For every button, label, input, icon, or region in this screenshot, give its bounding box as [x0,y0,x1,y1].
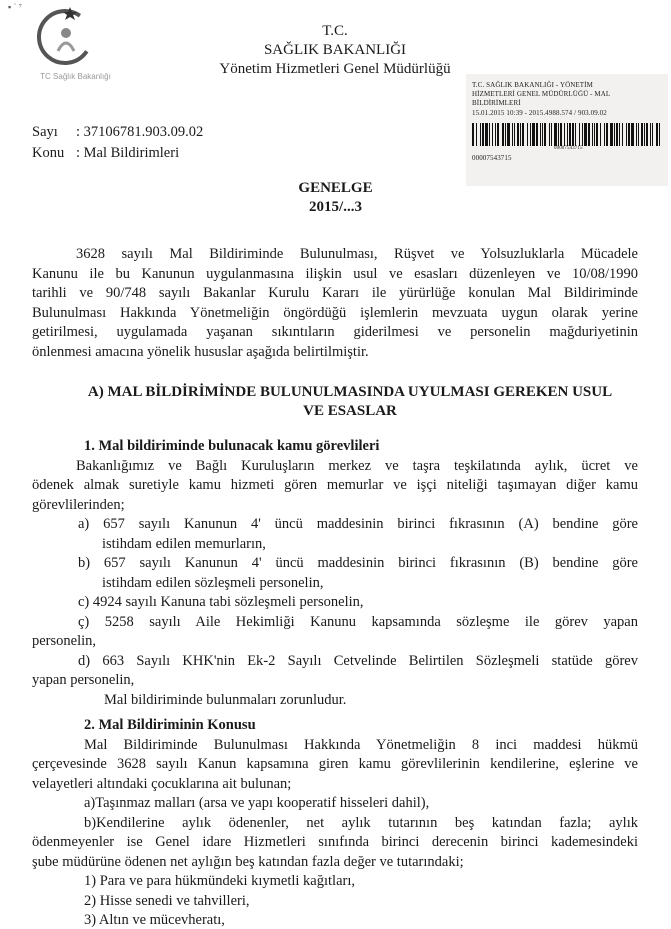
barcode-bar [638,123,639,146]
barcode-bar [619,123,620,146]
registration-stamp [466,74,668,186]
barcode-bar [476,123,477,146]
barcode-bar [502,123,504,146]
s2-item-b-cont: ödenmeyenler ise Genel idare Hizmetleri sınıfında birinci derecenin birinci kademesindeki [32,834,638,850]
barcode-bar [567,123,568,146]
s2-line: çerçevesinde 3628 sayılı Kanun kapsamına giren kamu görevlilerinin kendilerine, eşlerine ve [32,756,638,772]
s2-item-b: b)Kendilerine aylık ödenenler, net aylık tutarının beş katından fazla; aylık [84,814,638,831]
barcode-bar [631,123,634,146]
list-item-d: d) 663 Sayılı KHK'nin Ek-2 Sayılı Cetvelinde Belirtilen Sözleşmeli statüde görev [78,652,638,669]
barcode-bar [542,123,543,146]
barcode-bar [584,123,587,146]
section-a-heading-cont: VE ESASLAR [303,403,397,419]
s2-sub-item-1: 1) Para ve para hükmündeki kıymetli kağıtları, [84,873,355,889]
barcode [472,123,664,146]
barcode-bar [522,123,524,146]
barcode-bar [507,123,510,146]
s2-item-a: a)Taşınmaz malları (arsa ve yapı kooperatif hisseleri dahil), [84,795,430,811]
barcode-bar [514,123,515,146]
barcode-bar [656,123,658,146]
list-item-c: c) 4924 sayılı Kanuna tabi sözleşmeli personelin, [78,594,364,610]
section-2-heading: 2. Mal Bildiriminin Konusu [84,717,256,733]
barcode-bar [650,123,651,146]
s2-line: Mal Bildiriminde Bulunulması Hakkında Yönetmeliğin 8 inci maddesi hükmü [84,736,638,753]
barcode-bar [505,123,506,146]
barcode-bar [495,123,496,146]
list-item-cc: ç) 5258 sayılı Aile Hekimliği Kanunu kapsamında sözleşme ile görev yapan [78,613,638,630]
list-item-b-cont: istihdam edilen sözleşmeli personelin, [102,574,324,591]
stamp-line-1: T.C. SAĞLIK BAKANLIĞI - YÖNETİM [472,81,593,89]
barcode-bar [485,123,488,146]
barcode-bar [558,123,559,146]
s2-item-b-cont: şube müdürüne ödenen net aylığın beş katından fazla değer ve tutarındaki; [32,853,464,870]
intro-paragraph [32,246,638,376]
barcode-bar [497,123,499,146]
barcode-bar [540,123,541,146]
barcode-bar [614,123,615,146]
barcode-bar [626,123,627,146]
barcode-bar [512,123,513,146]
s2-sub-item-2: 2) Hisse senedi ve tahvilleri, [84,892,250,909]
sayi-label: Sayı [32,124,58,140]
barcode-bar [604,123,605,146]
list-item-d-cont: yapan personelin, [32,672,135,688]
barcode-bar [480,123,481,146]
barcode-bar [596,123,598,146]
intro-line: getirilmesi, uygulamada yaşanan sıkıntıların giderilmesi ve personelin mağduriyetinin [32,324,638,340]
barcode-bar [569,123,571,146]
barcode-bar [472,123,474,146]
section-1 [32,438,638,708]
intro-line: Bulunulması Hakkında Yönetmeliğin öngördüğü işlemlerin mevzuata uygun olarak yerine [32,304,638,321]
s1-line: ödenek almak suretiyle kamu hizmeti gören memurlar ve işçi niteliği taşımayan diğer kamu [32,477,638,493]
konu-row [32,145,179,162]
barcode-bar [532,123,535,146]
barcode-bar [544,123,546,146]
list-item-a: a) 657 sayılı Kanunun 4' üncü maddesinin birinci fıkrasının (A) bendine göre [78,516,638,532]
barcode-bar [588,123,590,146]
barcode-bar [622,123,623,146]
s1-line: Bakanlığımız ve Bağlı Kuruluşların merkez ve taşra teşkilatında aylık, ücret ve [76,457,638,474]
barcode-bar [616,123,618,146]
barcode-bar [606,123,608,146]
barcode-bar [592,123,593,146]
barcode-bar [549,123,550,146]
barcode-bar [575,123,576,146]
s2-line: velayetleri altındaki çocuklarına ait bulunan; [32,775,292,792]
list-item-cc-cont: personelin, [32,633,97,649]
barcode-bar [636,123,637,146]
barcode-number-small: 00007543715 [554,146,583,151]
barcode-bar [551,123,552,146]
barcode-bar [517,123,519,146]
barcode-bar [527,123,528,146]
s1-closing: Mal bildiriminde bulunmaları zorunludur. [104,691,347,708]
stamp-line-2: HİZMETLERİ GENEL MÜDÜRLÜĞÜ - MAL [472,90,611,98]
barcode-bar [520,123,521,146]
genelge-number: 2015/...3 [309,199,362,215]
barcode-bar [610,123,613,146]
header-tc: T.C. [322,23,348,39]
barcode-bar [489,123,490,146]
barcode-bar [582,123,583,146]
section-1-heading: 1. Mal bildiriminde bulunacak kamu görevlileri [84,438,380,454]
barcode-bar [659,123,660,146]
sayi-value: : 37106781.903.09.02 [76,124,204,140]
intro-line: tarihli ve 90/748 sayılı Bakanlar Kurulu Kararı ile yürürlüğe konulan Mal Bildiriminde [32,285,638,301]
barcode-bar [482,123,484,146]
barcode-bar [554,123,557,146]
intro-line: Kanunu ile bu Kanunun uygulanmasına ilişkin usul ve esasları düzenleyen ve 10/08/1990 [32,265,638,282]
stamp-line-3: BİLDİRİMLERİ [472,99,521,107]
barcode-number: 00007543715 [472,154,512,162]
logo-caption: TC Sağlık Bakanlığı [40,72,111,81]
corner-marks: ▪ ˙ ⁷ [8,2,22,12]
barcode-bar [644,123,645,146]
s2-sub-item-3: 3) Altın ve mücevheratı, [84,912,225,928]
header-directorate: Yönetim Hizmetleri Genel Müdürlüğü [219,61,451,77]
section-a-heading: A) MAL BİLDİRİMİNDE BULUNULMASINDA UYULMASI GEREKEN USUL [87,384,613,400]
intro-line: 3628 sayılı Mal Bildiriminde Bulunulması, Rüşvet ve Yolsuzluklarla Mücadele [76,246,638,262]
barcode-bar [564,123,565,146]
barcode-bar [536,123,538,146]
stamp-line-4: 15.01.2015 10:39 - 2015.4988.574 / 903.09.02 [472,109,607,117]
barcode-bar [646,123,648,146]
barcode-bar [641,123,643,146]
barcode-bar [530,123,531,146]
s1-line: görevlilerinden; [32,496,125,513]
section-2 [32,717,638,928]
header-ministry: SAĞLIK BAKANLIĞI [263,42,407,58]
barcode-bar [594,123,595,146]
barcode-bar [572,123,574,146]
barcode-bar [600,123,601,146]
list-item-a-cont: istihdam edilen memurların, [102,535,266,552]
barcode-bar [492,123,493,146]
barcode-bar [628,123,630,146]
barcode-bar [560,123,562,146]
konu-label: Konu [32,145,65,161]
ministry-logo [30,5,120,95]
intro-line: önlenmesi amacına yönelik hususlar aşağıda belirtilmiştir. [32,343,369,360]
sayi-row [32,124,203,141]
konu-value: : Mal Bildirimleri [76,145,180,161]
barcode-bar [579,123,580,146]
genelge-title: GENELGE [298,180,373,196]
list-item-b: b) 657 sayılı Kanunun 4' üncü maddesinin birinci fıkrasının (B) bendine göre [78,555,638,571]
barcode-bar [652,123,653,146]
